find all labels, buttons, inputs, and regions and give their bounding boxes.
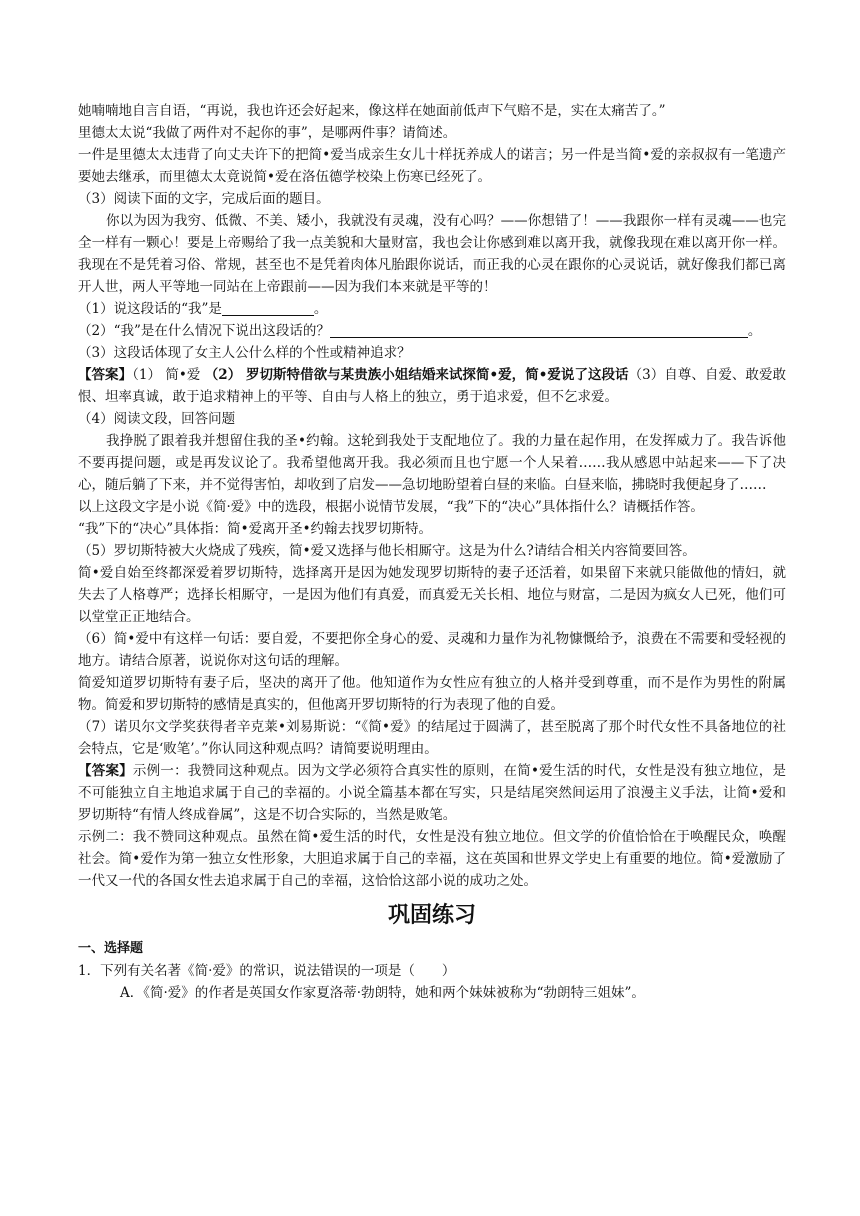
answer-part-3: （3）自尊、自爱、敢爱敢恨、坦率真诚，敢于追求精神上的平等、自由与人格上的独立，勇于追求爱，但不乞求爱。 <box>78 367 786 405</box>
answer-blank <box>330 323 748 338</box>
answer-block-1 <box>78 364 786 408</box>
answer-part-1: （1） 简•爱 <box>132 367 205 383</box>
answer-part-2: （2） 罗切斯特借欲与某贵族小姐结婚来试探简•爱，简•爱说了这段话 <box>204 367 629 383</box>
text-line: 她喃喃地自言自语，“再说，我也许还会好起来，像这样在她面前低声下气赔不是，实在太痛苦了。” <box>78 103 666 119</box>
section-subtitle: 一、选择题 <box>78 941 144 956</box>
answer-text: 一件是里德太太违背了向丈夫许下的把简•爱当成亲生女儿十样抚养成人的诺言；另一件是当简•爱的亲叔叔有一笔遗产要她去继承，而里德太太竟说简•爱在洛伍德学校染上伤寒已经死了。 <box>78 147 786 185</box>
answer-text: 简•爱自始至终都深爱着罗切斯特，选择离开是因为她发现罗切斯特的妻子还活着，如果留下来就只能做他的情妇，就失去了人格尊严；选择长相厮守，一是因为他们有真爱，而真爱无关长相、地位与财富，二是因为疯女人已死，他们可以堂堂正正地结合。 <box>78 565 786 625</box>
answer-example-2: 示例二：我不赞同这种观点。虽然在简•爱生活的时代，女性是没有独立地位。但文学的价值恰恰在于唤醒民众，唤醒社会。简•爱作为第一独立女性形象，大胆追求属于自己的幸福，这在英国和世界文学史上有重要的地位。简•爱激励了一代又一代的各国女性去追求属于自己的幸福，这恰恰这部小说的成功之处。 <box>78 829 786 889</box>
question-text: （7）诺贝尔文学奖获得者辛克莱•刘易斯说：“《简•爱》的结尾过于圆满了，甚至脱离了那个时代女性不具备地位的社会特点，它是‘败笔’。”你认同这种观点吗？请简要说明理由。 <box>78 719 786 757</box>
sub-question-2 <box>78 320 786 342</box>
sub-question-1-text: （1）说这段话的“我”是 <box>78 301 222 317</box>
question-text: （5）罗切斯特被大火烧成了残疾，简•爱又选择与他长相厮守。这是为什么?请结合相关内容简要回答。 <box>78 543 696 559</box>
answer-tag: 【答案】 <box>78 367 133 383</box>
section-title: 巩固练习 <box>387 903 476 928</box>
answer-text: “我”下的“决心”具体指：简•爱离开圣•约翰去找罗切斯特。 <box>78 521 433 537</box>
sub-question-1 <box>78 298 786 320</box>
question-text: （6）简•爱中有这样一句话：要自爱，不要把你全身心的爱、灵魂和力量作为礼物慷慨给予，浪费在不需要和受轻视的地方。请结合原著，说说你对这句话的理解。 <box>78 631 786 669</box>
question-title: （4）阅读文段，回答问题 <box>78 411 236 427</box>
answer-blank <box>222 301 314 316</box>
choice-option-a: A．《简·爱》的作者是英国女作家夏洛蒂·勃朗特，她和两个妹妹被称为“勃朗特三姐妹”。 <box>120 985 645 1001</box>
sub-question-2-text: （2）“我”是在什么情况下说出这段话的？ <box>78 323 330 339</box>
sub-question-2-end: 。 <box>747 323 762 339</box>
choice-question: 1．下列有关名著《简·爱》的常识，说法错误的一项是（ ） <box>78 963 456 979</box>
sub-question-1-end: 。 <box>313 301 328 317</box>
question-text: 里德太太说“我做了两件对不起你的事”，是哪两件事？请简述。 <box>78 125 457 141</box>
reading-passage: 我挣脱了跟着我并想留住我的圣•约翰。这轮到我处于支配地位了。我的力量在起作用，在发挥威力了。我告诉他不要再提问题，或是再发议论了。我希望他离开我。我必须而且也宁愿一个人呆着……我从感恩中站起来——下了决心，随后躺了下来，并不觉得害怕，却收到了启发——急切地盼望着白昼的来临。白昼来临，拂晓时我便起身了…… <box>78 433 786 493</box>
answer-text: 简爱知道罗切斯特有妻子后，坚决的离开了他。他知道作为女性应有独立的人格并受到尊重，而不是作为男性的附属物。简爱和罗切斯特的感情是真实的，但他离开罗切斯特的行为表现了他的自爱。 <box>78 675 786 713</box>
question-title: （3）阅读下面的文字，完成后面的题目。 <box>78 191 330 207</box>
reading-passage: 你以为因为我穷、低微、不美、矮小，我就没有灵魂，没有心吗？——你想错了！——我跟你一样有灵魂——也完全一样有一颗心！要是上帝赐给了我一点美貌和大量财富，我也会让你感到难以离开我，就像我现在难以离开你一样。我现在不是凭着习俗、常规，甚至也不是凭着肉体凡胎跟你说话，而正我的心灵在跟你的心灵说话，就好像我们都已离开人世，两人平等地一同站在上帝跟前——因为我们本来就是平等的！ <box>78 213 786 295</box>
document-page <box>78 100 786 1004</box>
question-text: 以上这段文字是小说《简·爱》中的选段，根据小说情节发展，“我”下的“决心”具体指什么？请概括作答。 <box>78 499 704 515</box>
answer-example-1: 示例一：我赞同这种观点。因为文学必须符合真实性的原则，在简•爱生活的时代，女性是没有独立地位，是不可能独立自主地追求属于自己的幸福的。小说全篇基本都在写实，只是结尾突然间运用了浪漫主义手法，让简•爱和罗切斯特“有情人终成眷属”，这是不切合实际的，当然是败笔。 <box>78 763 786 823</box>
answer-block-2 <box>78 760 786 826</box>
answer-tag: 【答案】 <box>78 763 133 779</box>
sub-question-3: （3）这段话体现了女主人公什么样的个性或精神追求？ <box>78 345 411 361</box>
